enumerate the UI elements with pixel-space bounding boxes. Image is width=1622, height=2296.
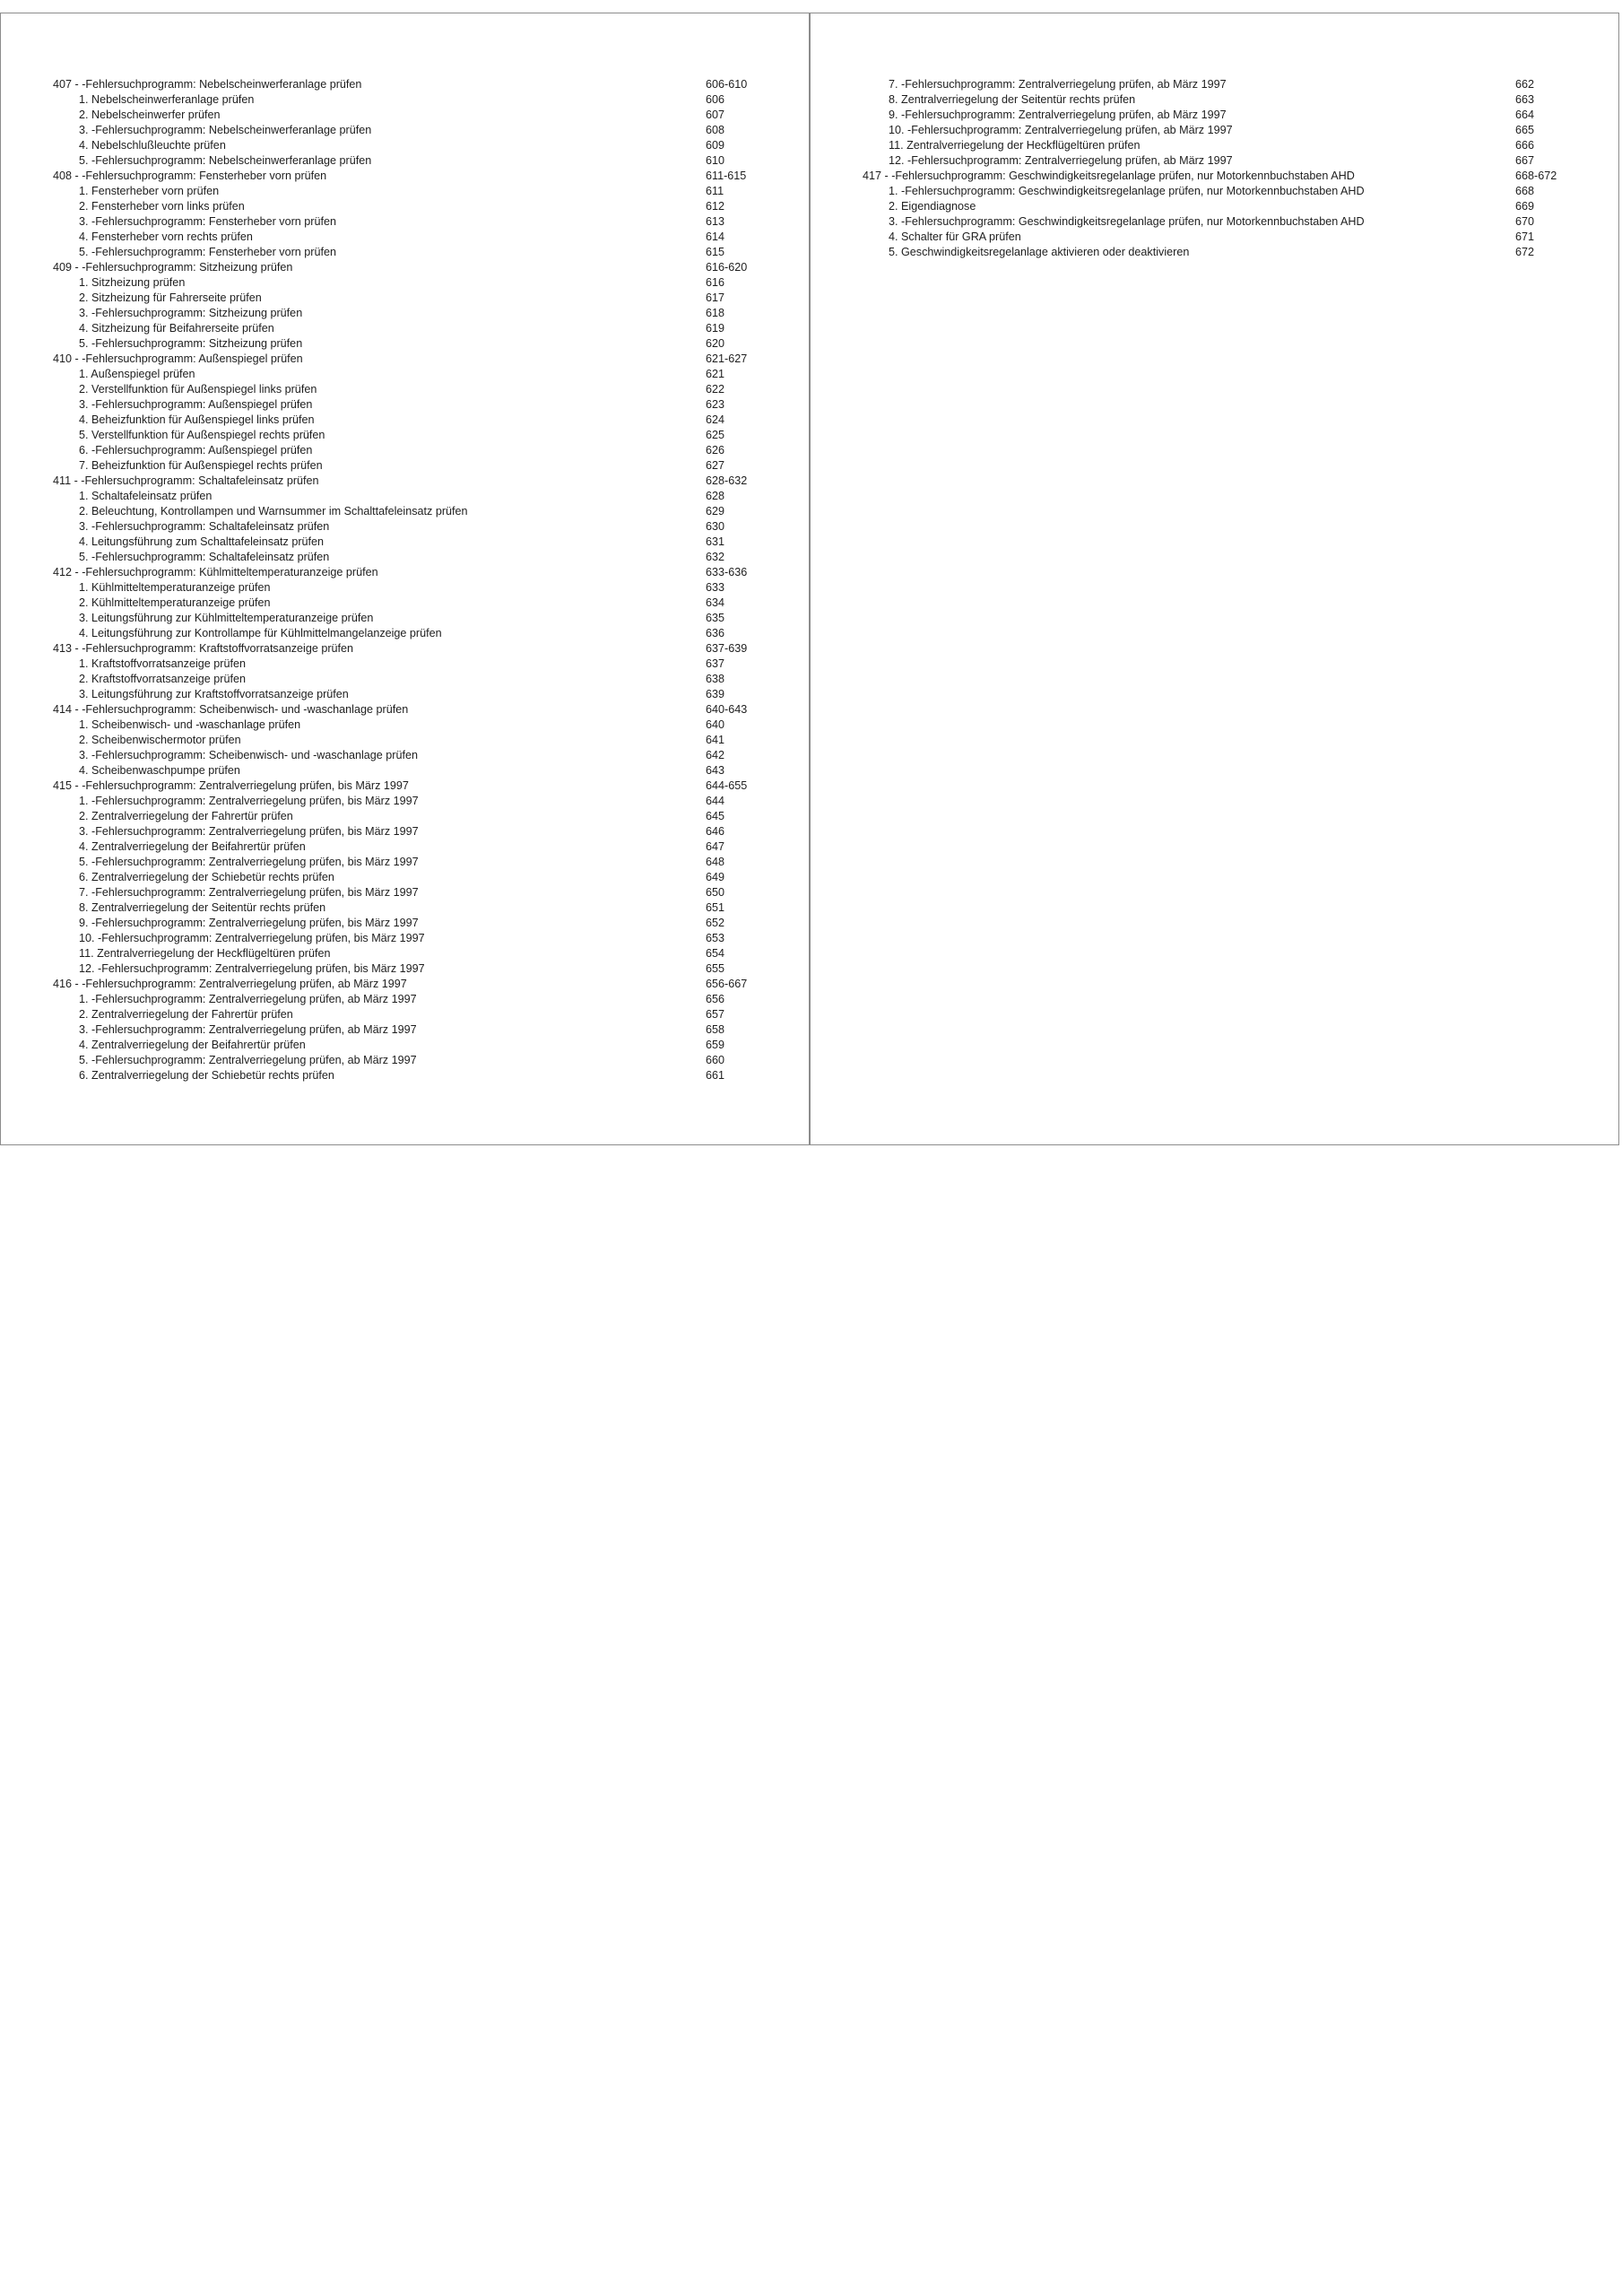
- toc-item-entry: [863, 77, 1571, 92]
- toc-entry-page: 615: [706, 246, 725, 258]
- toc-section-entry: [53, 260, 761, 275]
- toc-item-entry: [53, 306, 761, 321]
- right-page: [810, 13, 1619, 1145]
- toc-item-entry: [53, 413, 761, 428]
- toc-entry-page: 643: [706, 764, 725, 777]
- toc-item-entry: [53, 397, 761, 413]
- toc-entry-page: 621: [706, 368, 725, 380]
- toc-item-entry: [53, 596, 761, 611]
- toc-item-entry: [53, 489, 761, 504]
- toc-section-entry: [53, 77, 761, 92]
- toc-item-entry: [53, 1068, 761, 1083]
- document-spread: [0, 13, 1621, 1146]
- toc-entry-page: 621-627: [706, 352, 748, 365]
- toc-entry-title: 415 - -Fehlersuchprogramm: Zentralverriegelung prüfen, bis März 1997: [53, 779, 409, 792]
- toc-entry-title: 1. Außenspiegel prüfen: [79, 368, 195, 380]
- toc-item-entry: [53, 931, 761, 946]
- toc-entry-title: 3. Leitungsführung zur Kühlmitteltemperaturanzeige prüfen: [79, 612, 374, 624]
- toc-entry-title: 4. Zentralverriegelung der Beifahrertür prüfen: [79, 840, 306, 853]
- toc-entry-page: 665: [1515, 124, 1535, 136]
- toc-item-entry: [53, 123, 761, 138]
- toc-item-entry: [863, 92, 1571, 108]
- table-of-contents-right: [863, 77, 1571, 260]
- toc-entry-page: 655: [706, 962, 725, 975]
- toc-item-entry: [53, 108, 761, 123]
- toc-entry-title: 9. -Fehlersuchprogramm: Zentralverriegelung prüfen, bis März 1997: [79, 917, 419, 929]
- toc-entry-title: 1. -Fehlersuchprogramm: Geschwindigkeitsregelanlage prüfen, nur Motorkennbuchstaben AHD: [889, 185, 1365, 197]
- toc-entry-title: 3. -Fehlersuchprogramm: Außenspiegel prüfen: [79, 398, 313, 411]
- toc-entry-title: 3. -Fehlersuchprogramm: Nebelscheinwerferanlage prüfen: [79, 124, 372, 136]
- toc-entry-page: 654: [706, 947, 725, 960]
- toc-entry-page: 651: [706, 901, 725, 914]
- toc-entry-page: 608: [706, 124, 725, 136]
- toc-item-entry: [53, 992, 761, 1007]
- toc-entry-title: 5. -Fehlersuchprogramm: Nebelscheinwerferanlage prüfen: [79, 154, 372, 167]
- toc-entry-page: 649: [706, 871, 725, 883]
- toc-entry-title: 5. -Fehlersuchprogramm: Sitzheizung prüfen: [79, 337, 303, 350]
- toc-entry-title: 9. -Fehlersuchprogramm: Zentralverriegelung prüfen, ab März 1997: [889, 109, 1227, 121]
- toc-entry-title: 2. Verstellfunktion für Außenspiegel links prüfen: [79, 383, 317, 396]
- toc-entry-page: 639: [706, 688, 725, 700]
- toc-entry-page: 659: [706, 1039, 725, 1051]
- toc-entry-page: 664: [1515, 109, 1535, 121]
- toc-item-entry: [53, 824, 761, 839]
- toc-item-entry: [53, 916, 761, 931]
- toc-entry-page: 637-639: [706, 642, 748, 655]
- toc-entry-title: 10. -Fehlersuchprogramm: Zentralverriegelung prüfen, bis März 1997: [79, 932, 425, 944]
- toc-entry-page: 657: [706, 1008, 725, 1021]
- toc-item-entry: [53, 885, 761, 900]
- toc-item-entry: [53, 687, 761, 702]
- toc-item-entry: [863, 153, 1571, 169]
- toc-entry-title: 1. -Fehlersuchprogramm: Zentralverriegelung prüfen, bis März 1997: [79, 795, 419, 807]
- toc-entry-title: 3. -Fehlersuchprogramm: Zentralverriegelung prüfen, ab März 1997: [79, 1023, 417, 1036]
- toc-entry-page: 644: [706, 795, 725, 807]
- toc-entry-title: 1. Scheibenwisch- und -waschanlage prüfen: [79, 718, 301, 731]
- toc-entry-page: 637: [706, 657, 725, 670]
- toc-item-entry: [53, 458, 761, 474]
- toc-entry-title: 417 - -Fehlersuchprogramm: Geschwindigkeitsregelanlage prüfen, nur Motorkennbuchstaben AHD: [863, 170, 1355, 182]
- toc-entry-title: 5. -Fehlersuchprogramm: Zentralverriegelung prüfen, bis März 1997: [79, 856, 419, 868]
- toc-entry-title: 3. -Fehlersuchprogramm: Geschwindigkeitsregelanlage prüfen, nur Motorkennbuchstaben AHD: [889, 215, 1365, 228]
- toc-entry-page: 625: [706, 429, 725, 441]
- toc-entry-page: 616-620: [706, 261, 748, 274]
- toc-item-entry: [53, 519, 761, 535]
- toc-entry-page: 622: [706, 383, 725, 396]
- toc-item-entry: [53, 382, 761, 397]
- toc-entry-page: 617: [706, 291, 725, 304]
- toc-entry-title: 2. Scheibenwischermotor prüfen: [79, 734, 241, 746]
- toc-entry-page: 638: [706, 673, 725, 685]
- toc-item-entry: [53, 672, 761, 687]
- toc-item-entry: [53, 138, 761, 153]
- toc-entry-title: 6. Zentralverriegelung der Schiebetür rechts prüfen: [79, 871, 334, 883]
- toc-entry-title: 12. -Fehlersuchprogramm: Zentralverriegelung prüfen, bis März 1997: [79, 962, 425, 975]
- toc-entry-page: 642: [706, 749, 725, 761]
- toc-entry-page: 671: [1515, 230, 1535, 243]
- toc-entry-title: 11. Zentralverriegelung der Heckflügeltüren prüfen: [79, 947, 331, 960]
- toc-entry-title: 2. Zentralverriegelung der Fahrertür prüfen: [79, 1008, 293, 1021]
- toc-item-entry: [53, 443, 761, 458]
- toc-entry-page: 633: [706, 581, 725, 594]
- toc-entry-title: 7. -Fehlersuchprogramm: Zentralverriegelung prüfen, bis März 1997: [79, 886, 419, 899]
- toc-item-entry: [53, 839, 761, 855]
- toc-item-entry: [53, 504, 761, 519]
- toc-entry-title: 4. Fensterheber vorn rechts prüfen: [79, 230, 253, 243]
- toc-entry-title: 2. Kühlmitteltemperaturanzeige prüfen: [79, 596, 271, 609]
- toc-section-entry: [53, 169, 761, 184]
- toc-entry-page: 640-643: [706, 703, 748, 716]
- toc-section-entry: [53, 565, 761, 580]
- toc-entry-page: 648: [706, 856, 725, 868]
- toc-entry-page: 628-632: [706, 474, 748, 487]
- toc-item-entry: [53, 611, 761, 626]
- toc-entry-page: 610: [706, 154, 725, 167]
- toc-entry-page: 619: [706, 322, 725, 335]
- toc-section-entry: [53, 352, 761, 367]
- toc-entry-page: 611: [706, 185, 724, 197]
- toc-entry-page: 636: [706, 627, 725, 639]
- toc-item-entry: [863, 138, 1571, 153]
- toc-item-entry: [53, 748, 761, 763]
- toc-entry-page: 631: [706, 535, 725, 548]
- toc-entry-title: 5. Geschwindigkeitsregelanlage aktivieren oder deaktivieren: [889, 246, 1190, 258]
- toc-entry-page: 612: [706, 200, 725, 213]
- toc-entry-title: 2. Kraftstoffvorratsanzeige prüfen: [79, 673, 246, 685]
- toc-item-entry: [53, 626, 761, 641]
- toc-section-entry: [863, 169, 1571, 184]
- toc-entry-title: 3. -Fehlersuchprogramm: Scheibenwisch- und -waschanlage prüfen: [79, 749, 419, 761]
- toc-section-entry: [53, 641, 761, 657]
- toc-entry-title: 5. -Fehlersuchprogramm: Fensterheber vorn prüfen: [79, 246, 336, 258]
- toc-entry-title: 5. Verstellfunktion für Außenspiegel rechts prüfen: [79, 429, 325, 441]
- toc-entry-title: 413 - -Fehlersuchprogramm: Kraftstoffvorratsanzeige prüfen: [53, 642, 354, 655]
- toc-entry-title: 409 - -Fehlersuchprogramm: Sitzheizung prüfen: [53, 261, 293, 274]
- toc-entry-page: 611-615: [706, 170, 747, 182]
- toc-entry-title: 2. Fensterheber vorn links prüfen: [79, 200, 245, 213]
- toc-entry-page: 656: [706, 993, 725, 1005]
- toc-item-entry: [53, 336, 761, 352]
- toc-entry-page: 662: [1515, 78, 1535, 91]
- toc-entry-page: 635: [706, 612, 725, 624]
- toc-entry-title: 416 - -Fehlersuchprogramm: Zentralverriegelung prüfen, ab März 1997: [53, 978, 407, 990]
- toc-entry-page: 645: [706, 810, 725, 822]
- toc-item-entry: [53, 1038, 761, 1053]
- toc-entry-page: 650: [706, 886, 725, 899]
- toc-entry-title: 6. -Fehlersuchprogramm: Außenspiegel prüfen: [79, 444, 313, 457]
- toc-entry-page: 646: [706, 825, 725, 838]
- toc-entry-page: 640: [706, 718, 725, 731]
- toc-entry-title: 2. Nebelscheinwerfer prüfen: [79, 109, 221, 121]
- toc-section-entry: [53, 977, 761, 992]
- toc-item-entry: [863, 245, 1571, 260]
- toc-entry-title: 4. Nebelschlußleuchte prüfen: [79, 139, 226, 152]
- toc-item-entry: [53, 535, 761, 550]
- toc-entry-page: 668-672: [1515, 170, 1557, 182]
- toc-entry-page: 661: [706, 1069, 725, 1082]
- toc-entry-title: 4. Beheizfunktion für Außenspiegel links prüfen: [79, 413, 315, 426]
- toc-entry-title: 410 - -Fehlersuchprogramm: Außenspiegel prüfen: [53, 352, 303, 365]
- toc-entry-page: 614: [706, 230, 725, 243]
- toc-entry-title: 4. Sitzheizung für Beifahrerseite prüfen: [79, 322, 274, 335]
- toc-item-entry: [53, 855, 761, 870]
- toc-entry-title: 3. -Fehlersuchprogramm: Sitzheizung prüfen: [79, 307, 303, 319]
- toc-item-entry: [863, 123, 1571, 138]
- toc-entry-title: 4. Zentralverriegelung der Beifahrertür prüfen: [79, 1039, 306, 1051]
- toc-item-entry: [53, 184, 761, 199]
- toc-entry-page: 641: [706, 734, 725, 746]
- toc-entry-page: 669: [1515, 200, 1535, 213]
- toc-entry-title: 2. Sitzheizung für Fahrerseite prüfen: [79, 291, 262, 304]
- toc-entry-title: 6. Zentralverriegelung der Schiebetür rechts prüfen: [79, 1069, 334, 1082]
- toc-item-entry: [53, 870, 761, 885]
- toc-entry-title: 3. -Fehlersuchprogramm: Fensterheber vorn prüfen: [79, 215, 336, 228]
- toc-item-entry: [53, 275, 761, 291]
- toc-entry-title: 1. Kraftstoffvorratsanzeige prüfen: [79, 657, 246, 670]
- toc-entry-title: 7. -Fehlersuchprogramm: Zentralverriegelung prüfen, ab März 1997: [889, 78, 1227, 91]
- toc-entry-page: 624: [706, 413, 725, 426]
- toc-entry-page: 630: [706, 520, 725, 533]
- toc-entry-page: 668: [1515, 185, 1535, 197]
- left-page: [0, 13, 810, 1145]
- toc-entry-page: 628: [706, 490, 725, 502]
- toc-item-entry: [53, 550, 761, 565]
- toc-item-entry: [53, 1022, 761, 1038]
- toc-entry-page: 670: [1515, 215, 1535, 228]
- toc-entry-page: 616: [706, 276, 725, 289]
- toc-entry-title: 11. Zentralverriegelung der Heckflügeltüren prüfen: [889, 139, 1141, 152]
- toc-entry-title: 2. Beleuchtung, Kontrollampen und Warnsummer im Schalttafeleinsatz prüfen: [79, 505, 468, 517]
- toc-entry-page: 629: [706, 505, 725, 517]
- toc-section-entry: [53, 474, 761, 489]
- toc-entry-title: 412 - -Fehlersuchprogramm: Kühlmitteltemperaturanzeige prüfen: [53, 566, 378, 578]
- toc-item-entry: [53, 367, 761, 382]
- toc-entry-page: 672: [1515, 246, 1535, 258]
- toc-entry-title: 414 - -Fehlersuchprogramm: Scheibenwisch- und -waschanlage prüfen: [53, 703, 409, 716]
- toc-item-entry: [53, 946, 761, 961]
- toc-entry-title: 8. Zentralverriegelung der Seitentür rechts prüfen: [889, 93, 1136, 106]
- toc-entry-title: 12. -Fehlersuchprogramm: Zentralverriegelung prüfen, ab März 1997: [889, 154, 1233, 167]
- toc-entry-page: 644-655: [706, 779, 748, 792]
- toc-entry-page: 656-667: [706, 978, 748, 990]
- toc-entry-page: 606: [706, 93, 725, 106]
- toc-entry-page: 620: [706, 337, 725, 350]
- toc-entry-page: 623: [706, 398, 725, 411]
- toc-entry-page: 658: [706, 1023, 725, 1036]
- toc-entry-title: 408 - -Fehlersuchprogramm: Fensterheber vorn prüfen: [53, 170, 327, 182]
- toc-entry-page: 613: [706, 215, 725, 228]
- toc-entry-title: 3. -Fehlersuchprogramm: Schaltafeleinsatz prüfen: [79, 520, 330, 533]
- toc-item-entry: [53, 321, 761, 336]
- toc-entry-title: 3. Leitungsführung zur Kraftstoffvorratsanzeige prüfen: [79, 688, 349, 700]
- toc-entry-page: 663: [1515, 93, 1535, 106]
- toc-item-entry: [53, 657, 761, 672]
- toc-entry-page: 653: [706, 932, 725, 944]
- toc-entry-title: 8. Zentralverriegelung der Seitentür rechts prüfen: [79, 901, 326, 914]
- toc-entry-title: 1. -Fehlersuchprogramm: Zentralverriegelung prüfen, ab März 1997: [79, 993, 417, 1005]
- toc-entry-title: 407 - -Fehlersuchprogramm: Nebelscheinwerferanlage prüfen: [53, 78, 362, 91]
- toc-entry-page: 667: [1515, 154, 1535, 167]
- toc-entry-page: 607: [706, 109, 725, 121]
- toc-entry-title: 3. -Fehlersuchprogramm: Zentralverriegelung prüfen, bis März 1997: [79, 825, 419, 838]
- toc-entry-page: 626: [706, 444, 725, 457]
- toc-item-entry: [53, 92, 761, 108]
- toc-section-entry: [53, 778, 761, 794]
- toc-item-entry: [53, 291, 761, 306]
- toc-entry-title: 2. Eigendiagnose: [889, 200, 976, 213]
- toc-item-entry: [53, 153, 761, 169]
- toc-item-entry: [53, 1007, 761, 1022]
- toc-item-entry: [863, 108, 1571, 123]
- toc-item-entry: [53, 199, 761, 214]
- toc-item-entry: [53, 230, 761, 245]
- toc-item-entry: [53, 961, 761, 977]
- toc-entry-title: 4. Schalter für GRA prüfen: [889, 230, 1021, 243]
- toc-item-entry: [863, 214, 1571, 230]
- toc-entry-title: 4. Leitungsführung zum Schalttafeleinsatz prüfen: [79, 535, 325, 548]
- toc-entry-page: 634: [706, 596, 725, 609]
- toc-entry-page: 666: [1515, 139, 1535, 152]
- toc-entry-title: 5. -Fehlersuchprogramm: Zentralverriegelung prüfen, ab März 1997: [79, 1054, 417, 1066]
- toc-item-entry: [53, 214, 761, 230]
- toc-item-entry: [53, 718, 761, 733]
- toc-entry-title: 7. Beheizfunktion für Außenspiegel rechts prüfen: [79, 459, 323, 472]
- toc-entry-title: 411 - -Fehlersuchprogramm: Schaltafeleinsatz prüfen: [53, 474, 319, 487]
- toc-item-entry: [53, 733, 761, 748]
- toc-entry-page: 633-636: [706, 566, 748, 578]
- toc-entry-page: 632: [706, 551, 725, 563]
- toc-entry-title: 10. -Fehlersuchprogramm: Zentralverriegelung prüfen, ab März 1997: [889, 124, 1233, 136]
- toc-item-entry: [53, 245, 761, 260]
- toc-entry-title: 1. Schaltafeleinsatz prüfen: [79, 490, 213, 502]
- toc-entry-title: 1. Fensterheber vorn prüfen: [79, 185, 220, 197]
- toc-entry-page: 660: [706, 1054, 725, 1066]
- toc-item-entry: [53, 1053, 761, 1068]
- toc-item-entry: [863, 230, 1571, 245]
- toc-entry-title: 1. Kühlmitteltemperaturanzeige prüfen: [79, 581, 271, 594]
- toc-item-entry: [53, 900, 761, 916]
- toc-entry-page: 627: [706, 459, 725, 472]
- toc-entry-page: 652: [706, 917, 725, 929]
- toc-item-entry: [53, 763, 761, 778]
- table-of-contents-left: [53, 77, 761, 1083]
- toc-item-entry: [53, 428, 761, 443]
- toc-entry-title: 1. Sitzheizung prüfen: [79, 276, 186, 289]
- toc-entry-title: 4. Scheibenwaschpumpe prüfen: [79, 764, 240, 777]
- toc-item-entry: [53, 580, 761, 596]
- toc-item-entry: [863, 199, 1571, 214]
- toc-entry-page: 618: [706, 307, 725, 319]
- toc-entry-title: 1. Nebelscheinwerferanlage prüfen: [79, 93, 255, 106]
- toc-entry-title: 2. Zentralverriegelung der Fahrertür prüfen: [79, 810, 293, 822]
- toc-item-entry: [53, 809, 761, 824]
- toc-entry-page: 647: [706, 840, 725, 853]
- toc-item-entry: [863, 184, 1571, 199]
- toc-entry-page: 606-610: [706, 78, 748, 91]
- toc-item-entry: [53, 794, 761, 809]
- toc-entry-page: 609: [706, 139, 725, 152]
- toc-entry-title: 4. Leitungsführung zur Kontrollampe für Kühlmittelmangelanzeige prüfen: [79, 627, 442, 639]
- toc-entry-title: 5. -Fehlersuchprogramm: Schaltafeleinsatz prüfen: [79, 551, 330, 563]
- toc-section-entry: [53, 702, 761, 718]
